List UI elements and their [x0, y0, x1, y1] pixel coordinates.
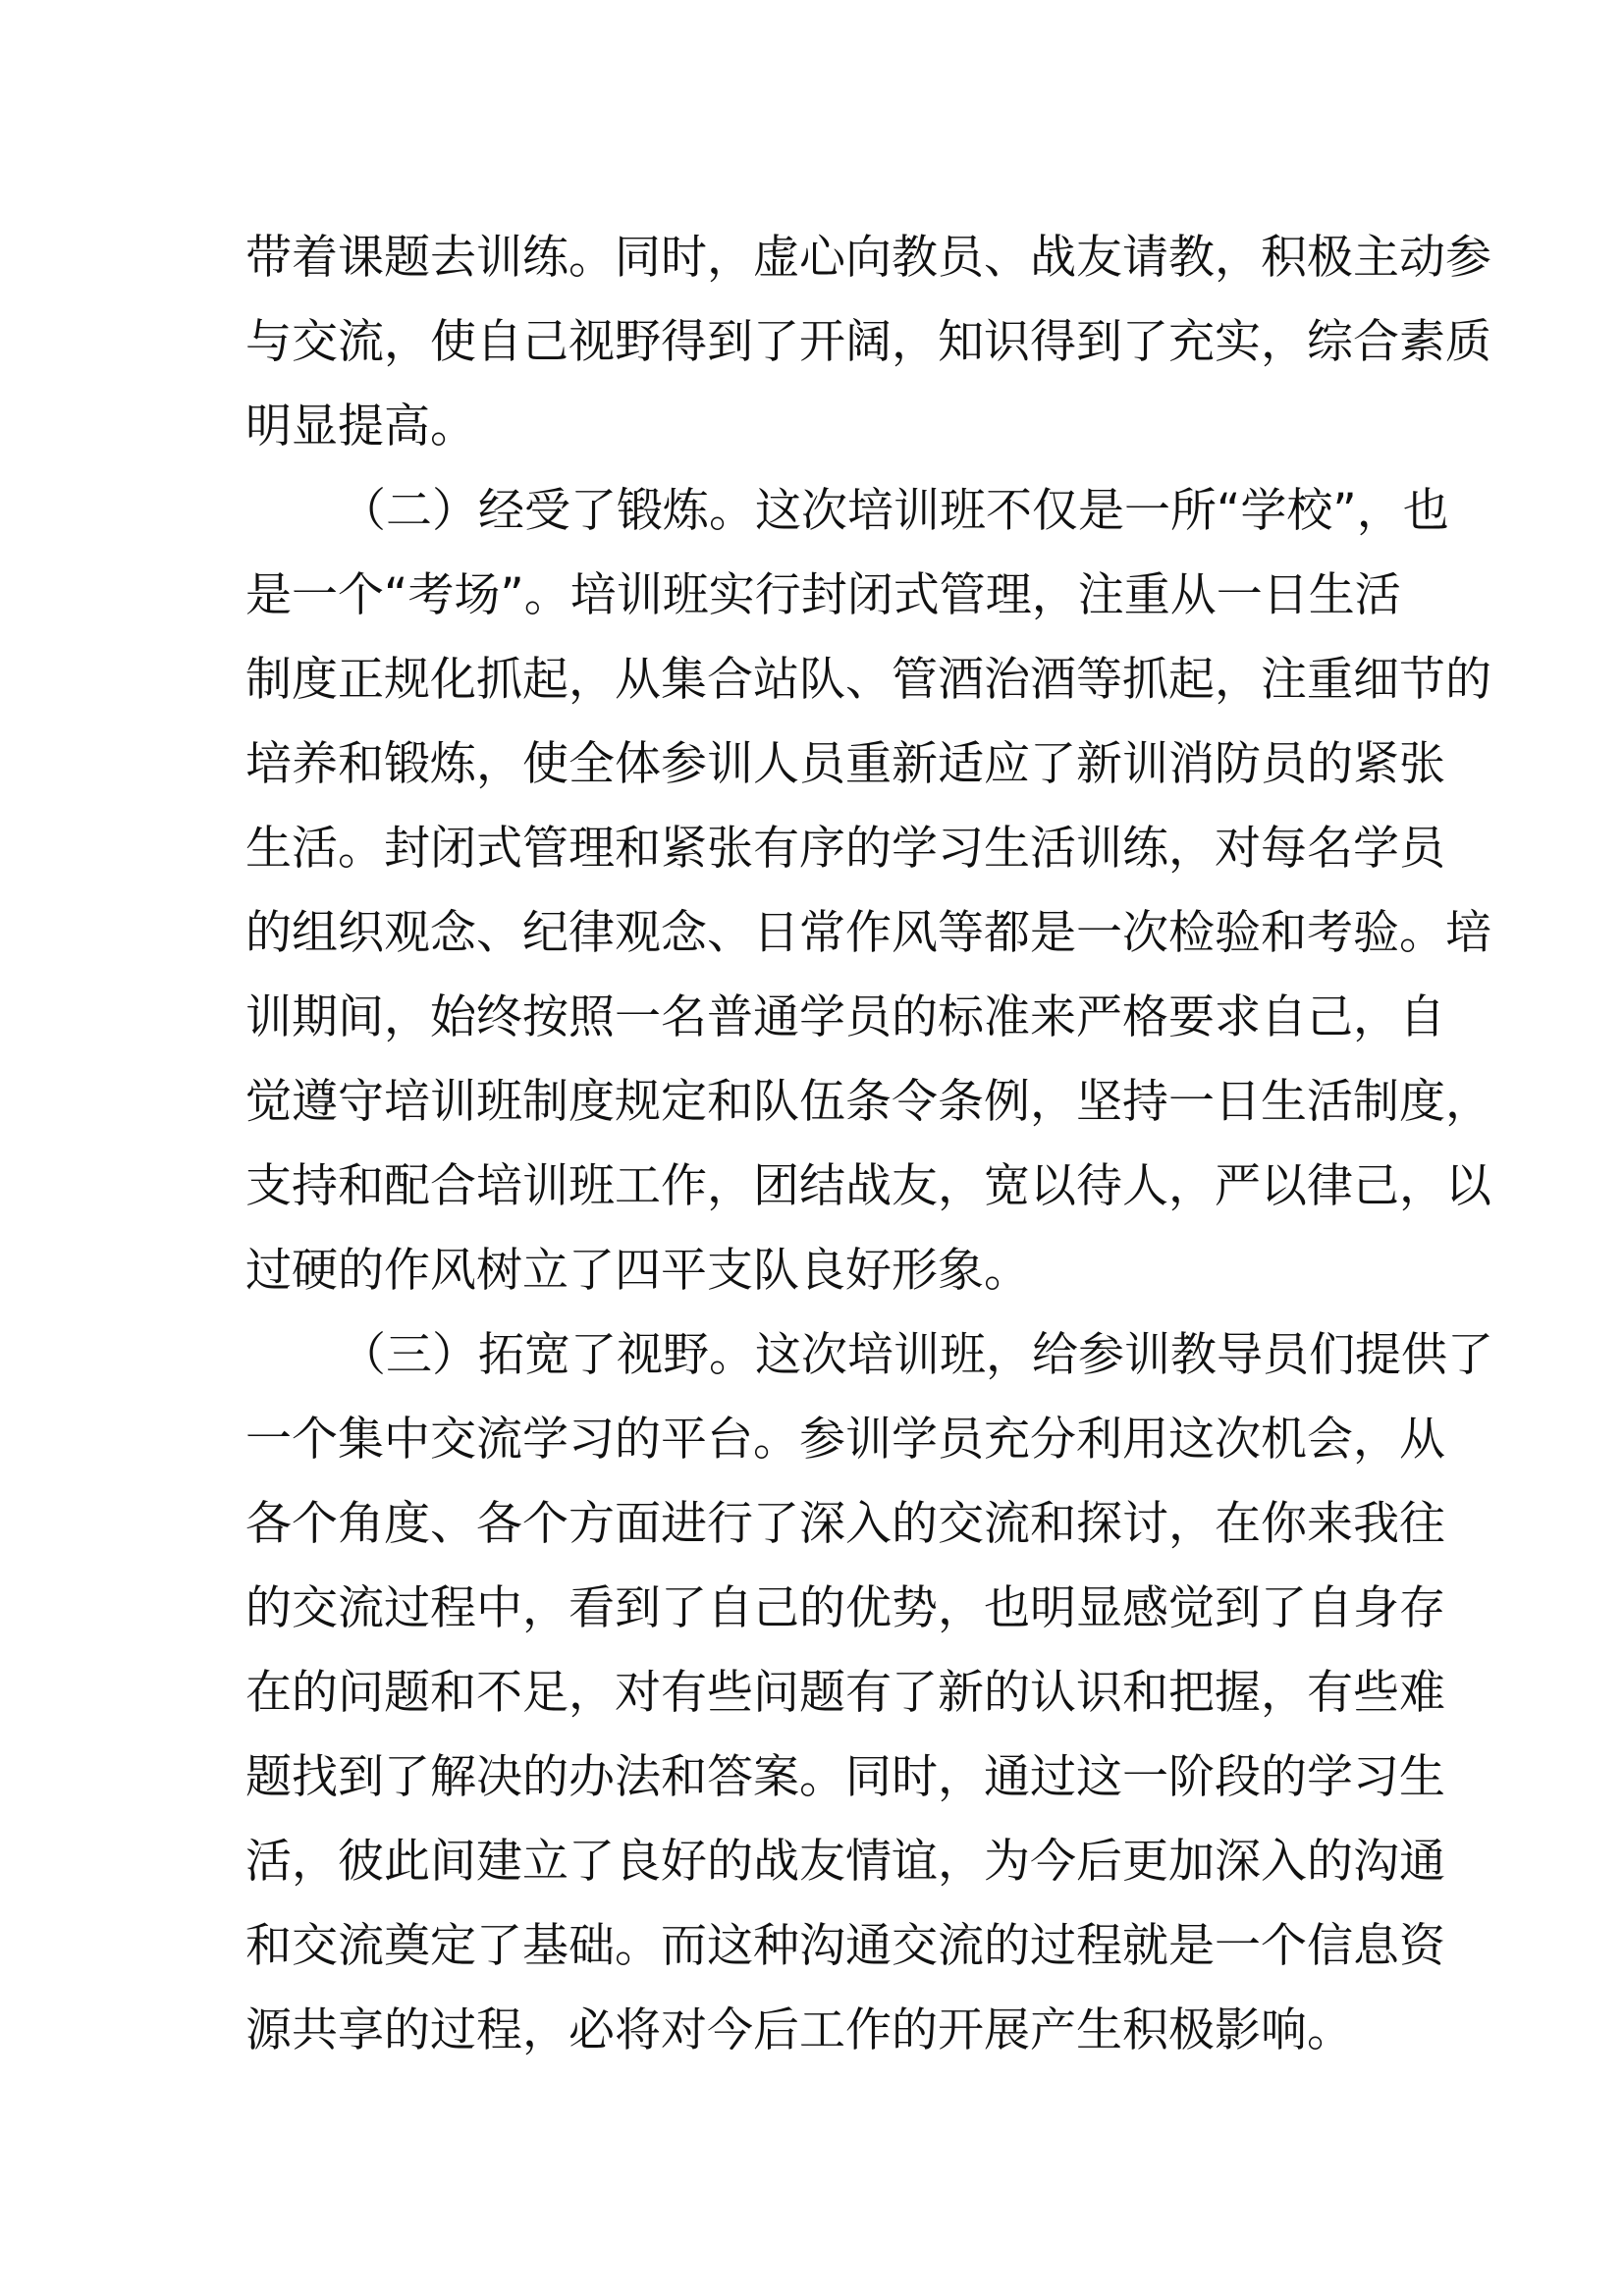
- paragraph-line: 培养和锻炼，使全体参训人员重新适应了新训消防员的紧张: [245, 737, 1445, 791]
- paragraph-line: 制度正规化抓起，从集合站队、管酒治酒等抓起，注重细节的: [245, 653, 1491, 707]
- paragraph-line: 活，彼此间建立了良好的战友情谊，为今后更加深入的沟通: [245, 1835, 1445, 1889]
- paragraph-line: 在的问题和不足，对有些问题有了新的认识和把握，有些难: [245, 1666, 1445, 1720]
- paragraph-line: 是一个“考场”。培训班实行封闭式管理，注重从一日生活: [245, 568, 1401, 622]
- paragraph-line: 训期间，始终按照一名普通学员的标准来严格要求自己，自: [245, 990, 1445, 1044]
- paragraph-line: 题找到了解决的办法和答案。同时，通过这一阶段的学习生: [245, 1750, 1445, 1804]
- section-heading-line: （二）经受了锻炼。这次培训班不仅是一所“学校”，也: [340, 484, 1449, 538]
- paragraph-line: 的组织观念、纪律观念、日常作风等都是一次检验和考验。培: [245, 906, 1491, 960]
- paragraph-line: 明显提高。: [245, 400, 476, 454]
- paragraph-line: 带着课题去训练。同时，虚心向教员、战友请教，积极主动参: [245, 231, 1491, 285]
- paragraph-line: 各个角度、各个方面进行了深入的交流和探讨，在你来我往: [245, 1497, 1445, 1551]
- paragraph-line: 与交流，使自己视野得到了开阔，知识得到了充实，综合素质: [245, 315, 1491, 369]
- paragraph-line: 生活。封闭式管理和紧张有序的学习生活训练，对每名学员: [245, 822, 1445, 876]
- paragraph-line: 支持和配合培训班工作，团结战友，宽以待人，严以律己，以: [245, 1159, 1491, 1213]
- paragraph-line: 源共享的过程，必将对今后工作的开展产生积极影响。: [245, 2003, 1353, 2057]
- paragraph-line: 过硬的作风树立了四平支队良好形象。: [245, 1244, 1030, 1298]
- paragraph-line: 觉遵守培训班制度规定和队伍条令条例，坚持一日生活制度，: [245, 1075, 1491, 1129]
- paragraph-line: 和交流奠定了基础。而这种沟通交流的过程就是一个信息资: [245, 1919, 1445, 1973]
- paragraph-line: 一个集中交流学习的平台。参训学员充分利用这次机会，从: [245, 1413, 1445, 1467]
- paragraph-line: 的交流过程中，看到了自己的优势，也明显感觉到了自身存: [245, 1581, 1445, 1635]
- section-heading-line: （三）拓宽了视野。这次培训班，给参训教导员们提供了: [340, 1328, 1493, 1382]
